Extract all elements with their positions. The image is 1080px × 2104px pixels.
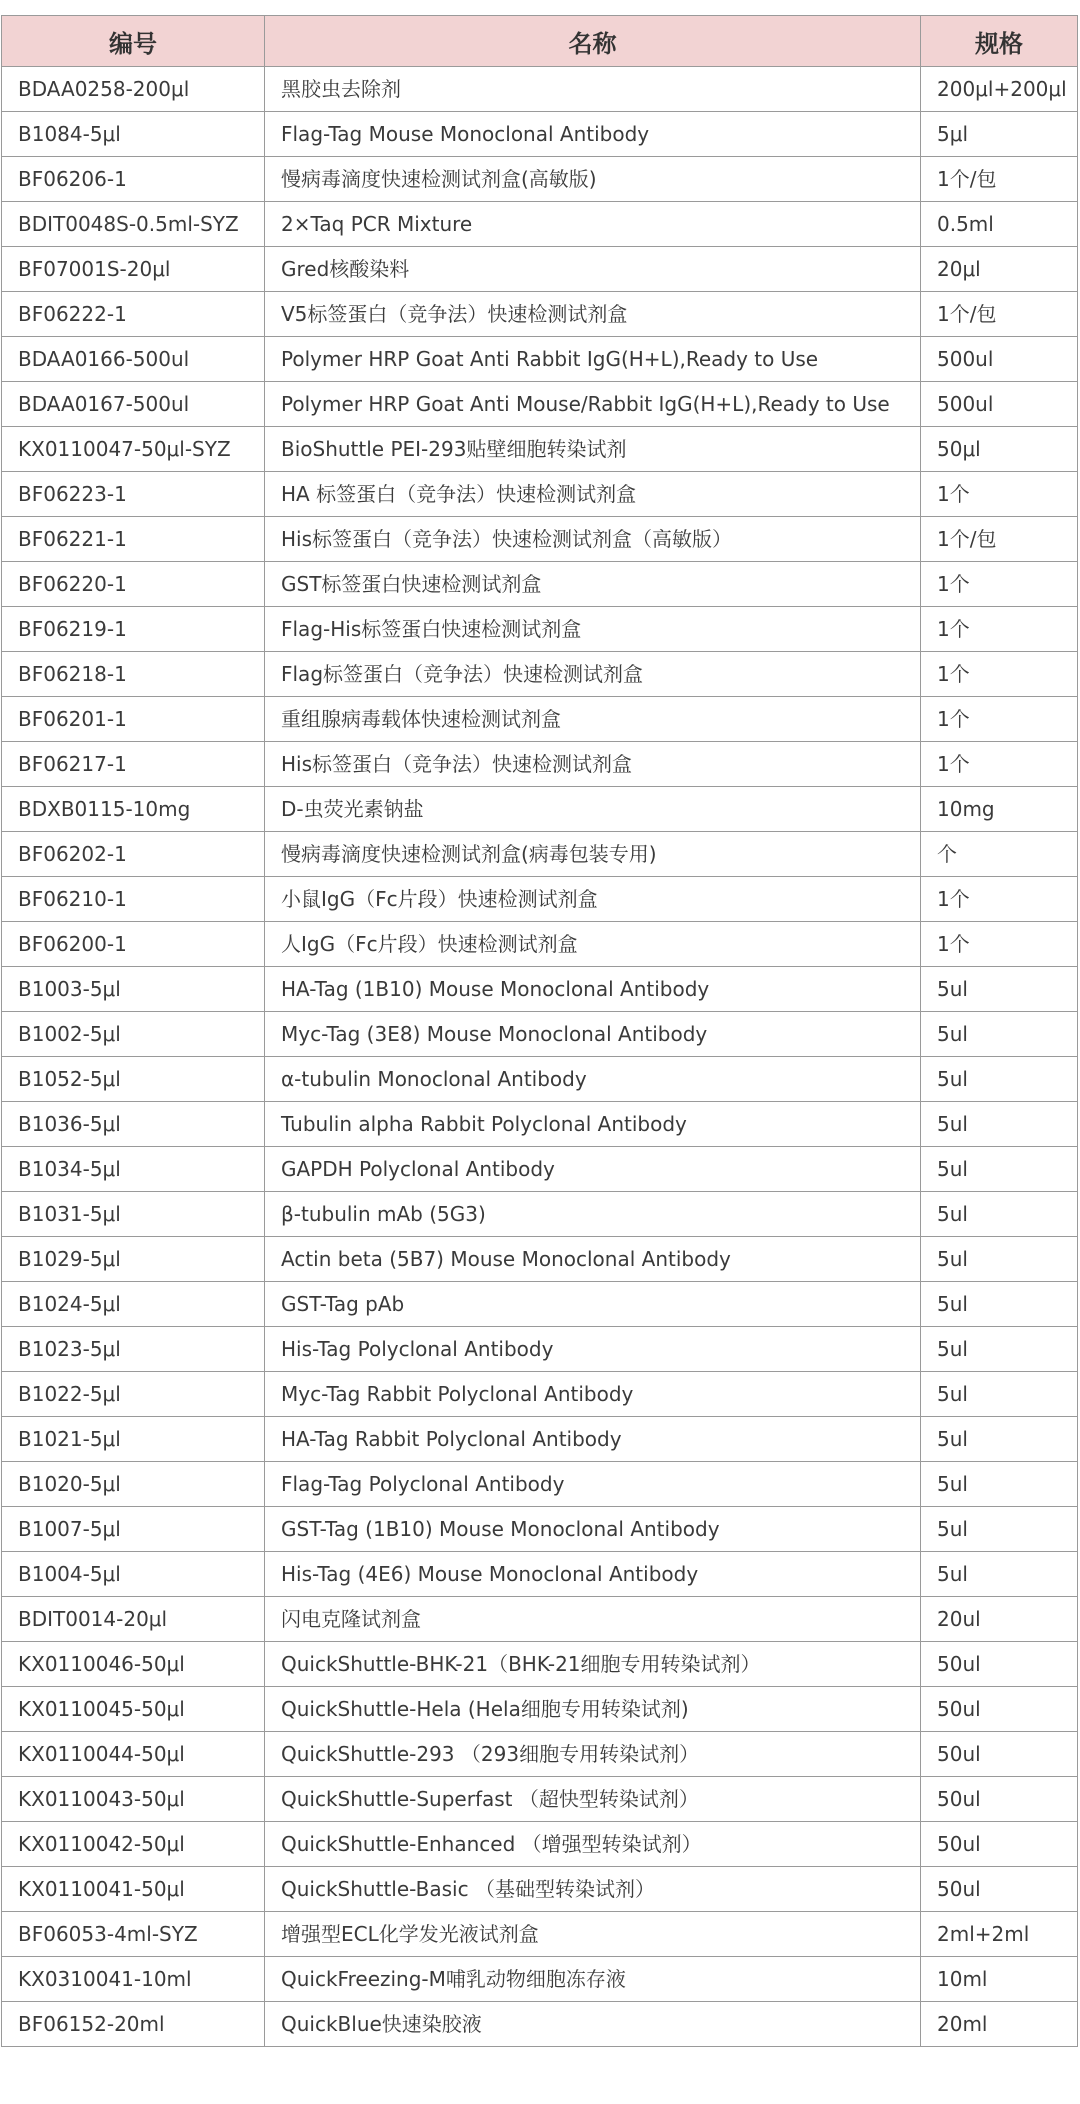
table-row (2, 652, 1078, 697)
cell-name: 慢病毒滴度快速检测试剂盒(病毒包装专用) (265, 832, 921, 877)
product-table (1, 15, 1078, 2047)
cell-spec: 5ul (921, 1237, 1078, 1282)
table-row (2, 247, 1078, 292)
cell-code: B1052-5μl (2, 1057, 265, 1102)
table-row (2, 832, 1078, 877)
cell-name: GST-Tag pAb (265, 1282, 921, 1327)
cell-code: B1004-5μl (2, 1552, 265, 1597)
cell-code: BF07001S-20μl (2, 247, 265, 292)
cell-name: β-tubulin mAb (5G3) (265, 1192, 921, 1237)
table-row (2, 1822, 1078, 1867)
cell-code: KX0110045-50μl (2, 1687, 265, 1732)
cell-spec: 5ul (921, 1012, 1078, 1057)
cell-spec: 50μl (921, 427, 1078, 472)
cell-code: B1007-5μl (2, 1507, 265, 1552)
cell-spec: 50ul (921, 1867, 1078, 1912)
cell-spec: 10ml (921, 1957, 1078, 2002)
table-row (2, 1462, 1078, 1507)
table-row (2, 157, 1078, 202)
cell-spec: 500ul (921, 337, 1078, 382)
cell-spec: 5ul (921, 1147, 1078, 1192)
cell-spec: 5μl (921, 112, 1078, 157)
cell-spec: 1个/包 (921, 157, 1078, 202)
cell-code: BF06201-1 (2, 697, 265, 742)
cell-code: KX0110044-50μl (2, 1732, 265, 1777)
table-row (2, 1327, 1078, 1372)
cell-code: B1002-5μl (2, 1012, 265, 1057)
cell-code: BF06152-20ml (2, 2002, 265, 2047)
cell-spec: 5ul (921, 1057, 1078, 1102)
cell-code: KX0110041-50μl (2, 1867, 265, 1912)
header-row (2, 16, 1078, 67)
cell-name: QuickShuttle-Superfast （超快型转染试剂） (265, 1777, 921, 1822)
cell-code: BF06220-1 (2, 562, 265, 607)
cell-spec: 50ul (921, 1732, 1078, 1777)
cell-spec: 500ul (921, 382, 1078, 427)
cell-spec: 1个 (921, 877, 1078, 922)
cell-spec: 50ul (921, 1777, 1078, 1822)
cell-code: B1024-5μl (2, 1282, 265, 1327)
cell-spec: 1个 (921, 922, 1078, 967)
header-spec: 规格 (921, 16, 1078, 67)
cell-name: QuickBlue快速染胶液 (265, 2002, 921, 2047)
cell-name: Polymer HRP Goat Anti Mouse/Rabbit IgG(H+L),Ready to Use (265, 382, 921, 427)
table-row (2, 1057, 1078, 1102)
table-row (2, 1237, 1078, 1282)
table-row (2, 697, 1078, 742)
cell-spec: 5ul (921, 1552, 1078, 1597)
table-body (2, 67, 1078, 2047)
cell-spec: 5ul (921, 967, 1078, 1012)
cell-spec: 5ul (921, 1282, 1078, 1327)
cell-code: BF06218-1 (2, 652, 265, 697)
cell-code: BF06222-1 (2, 292, 265, 337)
table-row (2, 1192, 1078, 1237)
table-row (2, 1732, 1078, 1777)
cell-name: α-tubulin Monoclonal Antibody (265, 1057, 921, 1102)
cell-name: His-Tag Polyclonal Antibody (265, 1327, 921, 1372)
cell-name: 人IgG（Fc片段）快速检测试剂盒 (265, 922, 921, 967)
cell-code: B1084-5μl (2, 112, 265, 157)
cell-code: BDAA0167-500ul (2, 382, 265, 427)
cell-code: BF06219-1 (2, 607, 265, 652)
table-row (2, 1957, 1078, 2002)
cell-name: QuickShuttle-293 （293细胞专用转染试剂） (265, 1732, 921, 1777)
cell-name: GAPDH Polyclonal Antibody (265, 1147, 921, 1192)
cell-name: 重组腺病毒载体快速检测试剂盒 (265, 697, 921, 742)
product-table-container (1, 15, 1077, 2047)
cell-name: QuickShuttle-Basic （基础型转染试剂） (265, 1867, 921, 1912)
cell-name: His标签蛋白（竞争法）快速检测试剂盒（高敏版） (265, 517, 921, 562)
table-row (2, 607, 1078, 652)
table-row (2, 1597, 1078, 1642)
cell-code: KX0110043-50μl (2, 1777, 265, 1822)
cell-spec: 1个 (921, 607, 1078, 652)
cell-name: QuickShuttle-Hela (Hela细胞专用转染试剂) (265, 1687, 921, 1732)
cell-spec: 5ul (921, 1102, 1078, 1147)
cell-spec: 5ul (921, 1462, 1078, 1507)
cell-code: BF06221-1 (2, 517, 265, 562)
table-row (2, 877, 1078, 922)
table-row (2, 742, 1078, 787)
cell-code: B1021-5μl (2, 1417, 265, 1462)
cell-name: Polymer HRP Goat Anti Rabbit IgG(H+L),Ready to Use (265, 337, 921, 382)
cell-code: B1020-5μl (2, 1462, 265, 1507)
cell-spec: 5ul (921, 1507, 1078, 1552)
table-row (2, 337, 1078, 382)
table-row (2, 922, 1078, 967)
table-row (2, 472, 1078, 517)
table-row (2, 1417, 1078, 1462)
cell-name: His-Tag (4E6) Mouse Monoclonal Antibody (265, 1552, 921, 1597)
table-row (2, 1552, 1078, 1597)
cell-name: 闪电克隆试剂盒 (265, 1597, 921, 1642)
cell-name: 小鼠IgG（Fc片段）快速检测试剂盒 (265, 877, 921, 922)
cell-name: Gred核酸染料 (265, 247, 921, 292)
cell-name: Myc-Tag Rabbit Polyclonal Antibody (265, 1372, 921, 1417)
cell-name: D-虫荧光素钠盐 (265, 787, 921, 832)
table-row (2, 562, 1078, 607)
table-row (2, 1282, 1078, 1327)
table-row (2, 112, 1078, 157)
table-row (2, 1912, 1078, 1957)
cell-name: GST标签蛋白快速检测试剂盒 (265, 562, 921, 607)
cell-spec: 5ul (921, 1417, 1078, 1462)
cell-code: B1031-5μl (2, 1192, 265, 1237)
cell-spec: 20ml (921, 2002, 1078, 2047)
cell-code: B1023-5μl (2, 1327, 265, 1372)
cell-spec: 50ul (921, 1642, 1078, 1687)
cell-code: BF06217-1 (2, 742, 265, 787)
table-row (2, 67, 1078, 112)
cell-name: QuickShuttle-BHK-21（BHK-21细胞专用转染试剂） (265, 1642, 921, 1687)
cell-spec: 50ul (921, 1822, 1078, 1867)
cell-spec: 10mg (921, 787, 1078, 832)
cell-spec: 5ul (921, 1327, 1078, 1372)
table-row (2, 1642, 1078, 1687)
table-header (2, 16, 1078, 67)
table-row (2, 2002, 1078, 2047)
cell-code: BF06200-1 (2, 922, 265, 967)
cell-name: BioShuttle PEI-293贴壁细胞转染试剂 (265, 427, 921, 472)
table-row (2, 1507, 1078, 1552)
cell-code: BDIT0048S-0.5ml-SYZ (2, 202, 265, 247)
cell-name: Flag-Tag Mouse Monoclonal Antibody (265, 112, 921, 157)
cell-name: His标签蛋白（竞争法）快速检测试剂盒 (265, 742, 921, 787)
cell-code: KX0110042-50μl (2, 1822, 265, 1867)
table-row (2, 1867, 1078, 1912)
cell-name: QuickShuttle-Enhanced （增强型转染试剂） (265, 1822, 921, 1867)
cell-spec: 1个 (921, 562, 1078, 607)
cell-name: 2×Taq PCR Mixture (265, 202, 921, 247)
cell-name: Flag标签蛋白（竞争法）快速检测试剂盒 (265, 652, 921, 697)
cell-code: BF06223-1 (2, 472, 265, 517)
header-name: 名称 (265, 16, 921, 67)
table-row (2, 1147, 1078, 1192)
table-row (2, 967, 1078, 1012)
cell-name: 增强型ECL化学发光液试剂盒 (265, 1912, 921, 1957)
cell-name: HA-Tag (1B10) Mouse Monoclonal Antibody (265, 967, 921, 1012)
cell-spec: 1个 (921, 472, 1078, 517)
cell-code: BDXB0115-10mg (2, 787, 265, 832)
cell-name: GST-Tag (1B10) Mouse Monoclonal Antibody (265, 1507, 921, 1552)
cell-name: Myc-Tag (3E8) Mouse Monoclonal Antibody (265, 1012, 921, 1057)
cell-spec: 5ul (921, 1372, 1078, 1417)
cell-code: KX0110046-50μl (2, 1642, 265, 1687)
cell-code: KX0310041-10ml (2, 1957, 265, 2002)
cell-code: B1034-5μl (2, 1147, 265, 1192)
cell-spec: 2ml+2ml (921, 1912, 1078, 1957)
cell-code: BDAA0166-500ul (2, 337, 265, 382)
cell-name: Tubulin alpha Rabbit Polyclonal Antibody (265, 1102, 921, 1147)
cell-spec: 200μl+200μl (921, 67, 1078, 112)
cell-code: BF06202-1 (2, 832, 265, 877)
cell-name: Flag-Tag Polyclonal Antibody (265, 1462, 921, 1507)
cell-code: B1003-5μl (2, 967, 265, 1012)
cell-spec: 1个/包 (921, 292, 1078, 337)
cell-code: BF06206-1 (2, 157, 265, 202)
cell-code: B1036-5μl (2, 1102, 265, 1147)
cell-spec: 20μl (921, 247, 1078, 292)
cell-spec: 50ul (921, 1687, 1078, 1732)
table-row (2, 1372, 1078, 1417)
cell-name: QuickFreezing-M哺乳动物细胞冻存液 (265, 1957, 921, 2002)
cell-spec: 5ul (921, 1192, 1078, 1237)
cell-spec: 1个 (921, 742, 1078, 787)
table-row (2, 1687, 1078, 1732)
table-row (2, 517, 1078, 562)
cell-name: 黑胶虫去除剂 (265, 67, 921, 112)
cell-code: BF06210-1 (2, 877, 265, 922)
cell-name: 慢病毒滴度快速检测试剂盒(高敏版) (265, 157, 921, 202)
cell-code: B1029-5μl (2, 1237, 265, 1282)
cell-code: BF06053-4ml-SYZ (2, 1912, 265, 1957)
cell-name: HA 标签蛋白（竞争法）快速检测试剂盒 (265, 472, 921, 517)
table-row (2, 1012, 1078, 1057)
cell-name: V5标签蛋白（竞争法）快速检测试剂盒 (265, 292, 921, 337)
table-row (2, 202, 1078, 247)
table-row (2, 1777, 1078, 1822)
table-row (2, 787, 1078, 832)
cell-code: BDIT0014-20μl (2, 1597, 265, 1642)
cell-spec: 1个/包 (921, 517, 1078, 562)
cell-code: KX0110047-50μl-SYZ (2, 427, 265, 472)
cell-name: Actin beta (5B7) Mouse Monoclonal Antibody (265, 1237, 921, 1282)
table-row (2, 382, 1078, 427)
table-row (2, 427, 1078, 472)
table-row (2, 292, 1078, 337)
header-code: 编号 (2, 16, 265, 67)
cell-spec: 1个 (921, 697, 1078, 742)
cell-spec: 20ul (921, 1597, 1078, 1642)
cell-spec: 1个 (921, 652, 1078, 697)
cell-name: Flag-His标签蛋白快速检测试剂盒 (265, 607, 921, 652)
cell-name: HA-Tag Rabbit Polyclonal Antibody (265, 1417, 921, 1462)
table-row (2, 1102, 1078, 1147)
cell-code: B1022-5μl (2, 1372, 265, 1417)
cell-spec: 0.5ml (921, 202, 1078, 247)
cell-spec: 个 (921, 832, 1078, 877)
cell-code: BDAA0258-200μl (2, 67, 265, 112)
